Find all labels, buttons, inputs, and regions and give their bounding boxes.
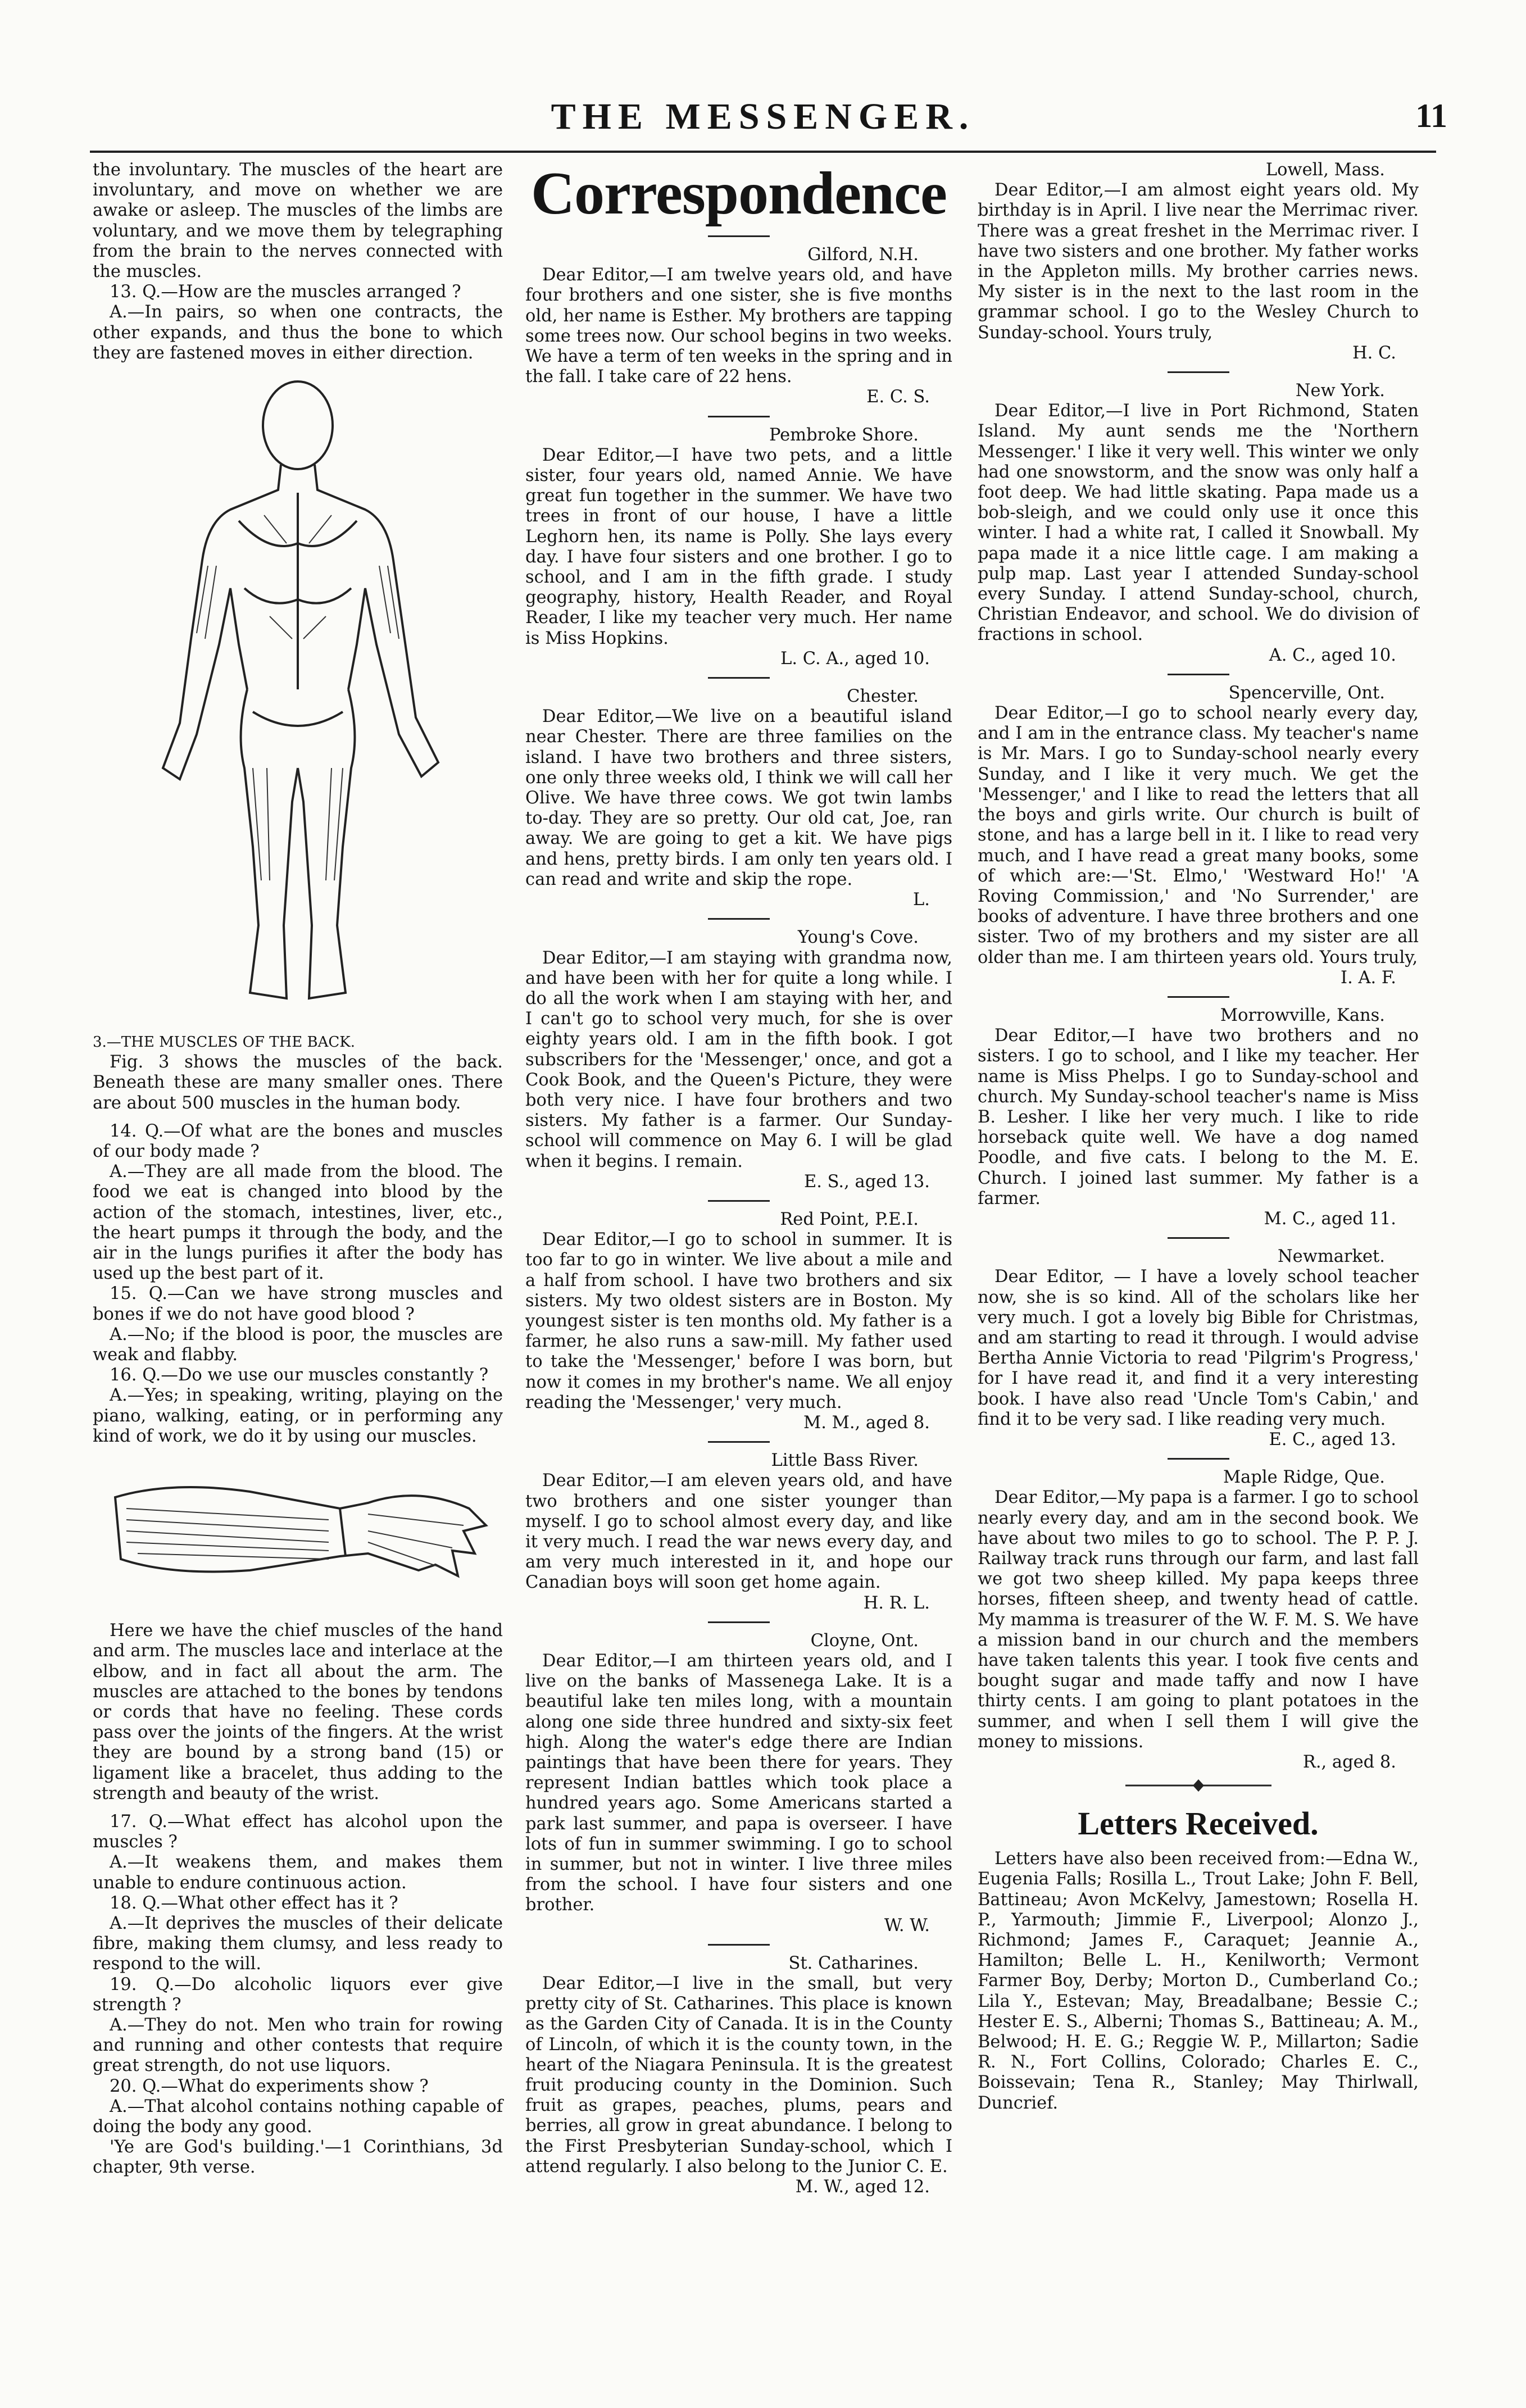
letter-place: Newmarket. [1277, 1247, 1385, 1267]
question: 19. Q.—Do alcoholic liquors ever give strength ? [93, 1974, 503, 2015]
answer: A.—Yes; in speaking, writing, playing on the piano, walking, eating, or in performing any kind of work, we do it by using our muscles. [93, 1385, 503, 1446]
separator [708, 918, 770, 920]
arm-muscles-figure [104, 1458, 492, 1610]
figure-caption: 3.—THE MUSCLES OF THE BACK. [93, 1034, 355, 1051]
letter-body: Dear Editor,—I am thirteen years old, and I live on the banks of Massenega Lake. It is a beautiful lake ten miles long, with a mountain along one side three hundred and sixty-six feet high. Along the water's edge there are Indian paintings that have been there for years. They represent Indian battles which took place a hundred years ago. Some Americans started a park last summer, and papa is overseer. I have lots of fun in summer swimming. I go to school in summer, but not in winter. I live three miles from the school. I have four sisters and one brother. [525, 1651, 952, 1915]
letter-signature: E. S., aged 13. [803, 1171, 930, 1192]
question: 20. Q.—What do experiments show ? [110, 2076, 429, 2096]
letter-place: St. Catharines. [788, 1953, 919, 1973]
question: 13. Q.—How are the muscles arranged ? [110, 282, 461, 302]
letter-signature: A. C., aged 10. [1269, 645, 1396, 665]
letter-place: Spencerville, Ont. [1228, 683, 1385, 703]
letter-place: Pembroke Shore. [769, 425, 919, 445]
letter-body: Dear Editor, — I have a lovely school teacher now, she is so kind. All of the scholars like her very much. I got a lovely big Bible for Christmas, and am starting to read it through. I would advise Bertha Annie Victoria to read 'Pilgrim's Progress,' for I have read it, and find it a very interesting book. I have also read 'Uncle Tom's Cabin,' and find it to be very sad. I like reading very much. [978, 1267, 1419, 1429]
letter-place: Maple Ridge, Que. [1223, 1467, 1385, 1488]
letter-body: Dear Editor,—I live in Port Richmond, Staten Island. My aunt sends me the 'Northern Messenger.' I like it very well. This winter we only had one snowstorm, and the snow was only half a foot deep. We had little skating. Papa made us a bob-sleigh, and we could only use it once this winter. I had a white rat, I called it Snowball. My papa made it a nice little cage. I am making a pulp map. Last year I attended Sunday-school every Sunday. I attend Sunday-school, church, Christian Endeavor, and school. We do division of fractions in school. [978, 401, 1419, 645]
answer: A.—They are all made from the blood. The food we eat is changed into blood by the action of the stomach, intestines, liver, etc., the heart pumps it through the body, and the air in the lungs purifies it after the body has used up the best part of it. [93, 1162, 503, 1284]
answer: A.—It weakens them, and makes them unable to endure continuous action. [93, 1852, 503, 1893]
separator [1168, 1458, 1229, 1460]
letter-body: Dear Editor,—I have two pets, and a little sister, four years old, named Annie. We have great fun together in the summer. We have two trees in front of our house, I have a little Leghorn hen, its name is Polly. She lays every day. I have four sisters and one brother. I go to school, and I am in the fifth grade. I study geography, history, Health Reader, and Royal Reader, I like my teacher very much. Her name is Miss Hopkins. [525, 445, 952, 648]
letter-body: Dear Editor,—We live on a beautiful island near Chester. There are three families on the island. I have two brothers and three sisters, one only three weeks old, I think we will call her Olive. We have three cows. We got twin lambs to-day. They are so pretty. Our old cat, Joe, ran away. We are going to get a kit. We have pigs and hens, pretty birds. I am only ten years old. I can read and write and skip the rope. [525, 707, 952, 889]
separator [708, 1441, 770, 1443]
letters-received-heading: Letters Received. [1078, 1805, 1319, 1842]
column-correspondence [525, 160, 952, 2197]
letter-body: Dear Editor,—I go to school nearly every day, and I am in the entrance class. My teacher's name is Mr. Mars. I go to Sunday-school nearly every Sunday, and I like it very much. We get the 'Messenger,' and I like to read the letters that all the boys and girls write. Our church is built of stone, and has a large bell in it. I like to read very much, and I have read a great many books, some of which are:—'St. Elmo,' 'Westward Ho!' 'A Roving Commission,' and 'No Surrender,' are books of adventure. I have three brothers and one sister. Two of my brothers and my sister are all older than me. I am thirteen years old. Yours truly, [978, 703, 1419, 967]
letter-signature: L. C. A., aged 10. [780, 648, 930, 669]
separator [708, 1621, 770, 1623]
question: 14. Q.—Of what are the bones and muscles of our body made ? [93, 1121, 503, 1162]
question: 15. Q.—Can we have strong muscles and bones if we do not have good blood ? [93, 1284, 503, 1324]
question: 16. Q.—Do we use our muscles constantly ? [110, 1365, 489, 1385]
letter-place: Red Point, P.E.I. [780, 1209, 919, 1229]
answer: A.—That alcohol contains nothing capable of doing the body any good. [93, 2096, 503, 2137]
separator [708, 416, 770, 417]
letter-signature: E. C., aged 13. [1269, 1429, 1396, 1450]
separator [708, 1200, 770, 1202]
letters-received-list: Letters have also been received from:—Edna W., Eugenia Falls; Rosilla L., Trout Lake; John F. Bell, Battineau; Avon McKelvy, Jamestown; Rosella H. P., Yarmouth; Jimmie F., Liverpool; Alonzo J., Richmond; James F., Caraquet; Jeannie A., Hamilton; Belle L. H., Kenilworth; Vermont Farmer Boy, Derby; Morton D., Cumberland Co.; Lila Y., Estevan; May, Breadalbane; Bessie C.; Hester E. S., Alberni; Thomas S., Battineau; A. M., Belwood; H. E. G.; Reggie W. P., Millarton; Sadie R. N., Fort Collins, Colorado; Charles E. C., Boissevain; Tena R., Stanley; May Thirlwall, Duncrief. [978, 1849, 1419, 2113]
page-number: 11 [1415, 97, 1447, 134]
letter-body: Dear Editor,—My papa is a farmer. I go to school nearly every day, and am in the second book. We have about two miles to go to school. The P. P. J. Railway track runs through our farm, and last fall we got two sheep killed. My papa keeps three horses, fifteen sheep, and twenty head of cattle. My mamma is treasurer of the W. F. M. S. We have a mission band in our church and the members have taken talents this year. I took five cents and bought sugar and made taffy and now I have thirty cents. I am going to plant potatoes in the summer, and when I sell them I will give the money to missions. [978, 1488, 1419, 1752]
masthead [67, 90, 1459, 152]
paragraph: the involuntary. The muscles of the heart are involuntary, and move on whether we are awake or asleep. The muscles of the limbs are voluntary, and we move them by telegraphing from the brain to the nerves connected with the muscles. [93, 160, 503, 282]
letter-place: Little Bass River. [771, 1451, 919, 1471]
letter-signature: L. [913, 890, 930, 910]
answer: A.—They do not. Men who train for rowing and running and other contests that require great strength, do not use liquors. [93, 2015, 503, 2076]
separator [708, 1944, 770, 1946]
letter-place: Young's Cove. [797, 928, 919, 948]
paragraph: Here we have the chief muscles of the hand and arm. The muscles lace and interlace at the elbow, and in fact all about the arm. The muscles are attached to the bones by tendons or cords that have no feeling. These cords pass over the joints of the fingers. At the wrist they are bound by a strong band (15) or ligament like a bracelet, thus adding to the strength and beauty of the wrist. [93, 1621, 503, 1803]
column-correspondence-continued [978, 160, 1419, 2114]
letter-body: Dear Editor,—I am almost eight years old. My birthday is in April. I live near the Merrimac river. There was a great freshet in the Merrimac river. I have two sisters and one brother. My father works in the Appleton mills. My brother carries news. My sister is in the next to the last room in the grammar school. I go to the Wesley Church to Sunday-school. Yours truly, [978, 180, 1419, 343]
separator [708, 677, 770, 679]
letter-body: Dear Editor,—I go to school in summer. It is too far to go in winter. We live about a mile and a half from school. I have two brothers and six sisters. My two oldest sisters are in Boston. My youngest sister is ten months old. My father is a farmer, he also runs a saw-mill. My father used to take the 'Messenger,' before I was born, but now it comes in my brother's name. We all enjoy reading the 'Messenger,' very much. [525, 1230, 952, 1412]
section-heading: Correspondence [531, 160, 947, 227]
letter-body: Dear Editor,—I am staying with grandma now, and have been with her for quite a long while. I do all the work when I am staying with her, and I can't go to school very much, for she is over eighty years old. I am in the fifth book. I got subscribers for the 'Messenger,' once, and got a Cook Book, and the Queen's Picture, they were both very nice. I have four brothers and two sisters. My father is a farmer. Our Sunday-school will commence on May 6. I will be glad when it begins. I remain. [525, 948, 952, 1171]
separator [1168, 996, 1229, 998]
bible-quote: 'Ye are God's building.'—1 Corinthians, 3d chapter, 9th verse. [93, 2137, 503, 2178]
letter-signature: H. C. [1352, 343, 1396, 363]
letter-body: Dear Editor,—I have two brothers and no sisters. I go to school, and I like my teacher. Her name is Miss Phelps. I go to Sunday-school and church. My Sunday-school teacher's name is Miss B. Lesher. I like her very much. I like to ride horseback quite well. We have a dog named Poodle, and five cats. I belong to the M. E. Church. I joined last summer. My father is a farmer. [978, 1026, 1419, 1208]
letter-place: New York. [1295, 381, 1385, 401]
separator [708, 235, 770, 237]
question: 18. Q.—What other effect has it ? [110, 1893, 398, 1913]
letter-signature: M. W., aged 12. [795, 2177, 930, 2197]
question: 17. Q.—What effect has alcohol upon the muscles ? [93, 1811, 503, 1852]
ornament-divider [1114, 1777, 1283, 1794]
letter-place: Gilford, N.H. [807, 245, 919, 265]
letter-place: Chester. [847, 687, 919, 707]
answer: A.—No; if the blood is poor, the muscles are weak and flabby. [93, 1324, 503, 1365]
letter-signature: E. C. S. [866, 387, 930, 407]
letter-signature: H. R. L. [863, 1593, 930, 1613]
back-muscles-figure [140, 375, 455, 1021]
page-title: THE MESSENGER. [551, 96, 975, 137]
separator [1168, 371, 1229, 373]
separator [1168, 674, 1229, 675]
separator [1168, 1237, 1229, 1239]
answer: A.—It deprives the muscles of their delicate fibre, making them clumsy, and less ready to respond to the will. [93, 1913, 503, 1974]
letter-place: Cloyne, Ont. [810, 1630, 919, 1651]
letter-body: Dear Editor,—I am eleven years old, and have two brothers and one sister younger than myself. I go to school almost every day, and like it very much. I read the war news every day, and am very much interested in it, and hope our Canadian boys will soon get home again. [525, 1471, 952, 1593]
letter-signature: R., aged 8. [1302, 1752, 1396, 1773]
column-health-lesson [93, 160, 503, 2178]
header-rule [90, 151, 1436, 153]
letter-body: Dear Editor,—I am twelve years old, and have four brothers and one sister, she is five months old, her name is Esther. My brothers are tapping some trees now. Our school begins in two weeks. We have a term of ten weeks in the spring and in the fall. I take care of 22 hens. [525, 265, 952, 387]
paragraph: Fig. 3 shows the muscles of the back. Beneath these are many smaller ones. There are about 500 muscles in the human body. [93, 1052, 503, 1113]
letter-signature: M. C., aged 11. [1264, 1208, 1396, 1229]
letter-body: Dear Editor,—I live in the small, but very pretty city of St. Catharines. This place is known as the Garden City of Canada. It is in the County of Lincoln, of which it is the county town, in the heart of the Niagara Peninsula. It is the greatest fruit producing county in the Dominion. Such fruit as grapes, peaches, plums, pears and berries, all grow in great abundance. I belong to the First Presbyterian Sunday-school, which I attend regularly. I also belong to the Junior C. E. [525, 1974, 952, 2177]
letter-signature: M. M., aged 8. [803, 1412, 930, 1433]
letter-signature: W. W. [884, 1915, 930, 1936]
letter-place: Morrowville, Kans. [1220, 1005, 1385, 1025]
answer: A.—In pairs, so when one contracts, the other expands, and thus the bone to which they are fastened moves in either direction. [93, 302, 503, 363]
letter-signature: I. A. F. [1341, 967, 1396, 988]
letter-place: Lowell, Mass. [1265, 160, 1385, 180]
